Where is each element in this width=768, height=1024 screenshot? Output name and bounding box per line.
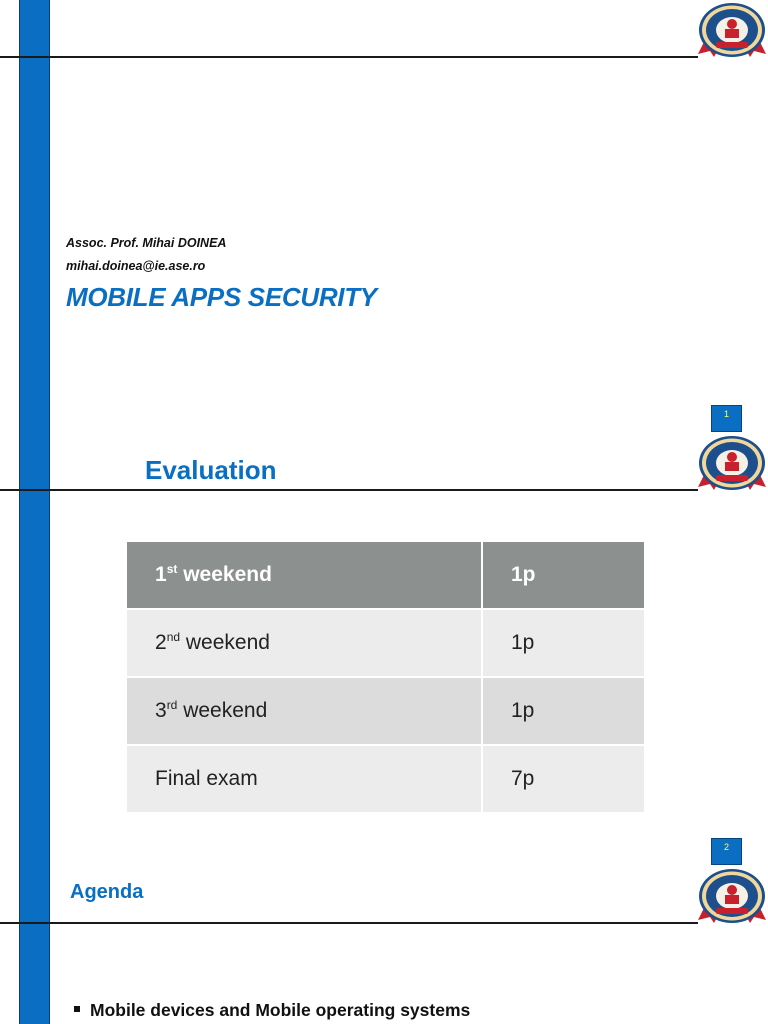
sidebar-bar <box>19 433 50 866</box>
table-cell: 1st weekend <box>126 541 482 609</box>
list-item: Mobile devices and Mobile operating systems <box>74 1000 470 1021</box>
table-row <box>126 677 645 745</box>
security-master-seal-icon <box>698 868 766 926</box>
table-cell: 2nd weekend <box>126 609 482 677</box>
table-cell: 1p <box>482 677 645 745</box>
header-rule <box>0 922 698 924</box>
bullet-square-icon <box>74 1006 80 1012</box>
table-row <box>126 745 645 813</box>
evaluation-title: Evaluation <box>145 455 277 485</box>
agenda-title: Agenda <box>70 881 144 903</box>
sidebar-bar <box>19 0 50 433</box>
table-cell: 7p <box>482 745 645 813</box>
security-master-seal-icon <box>698 435 766 493</box>
author-name: Assoc. Prof. Mihai DOINEA <box>66 236 227 250</box>
header-rule <box>0 56 698 58</box>
table-cell: 1p <box>482 609 645 677</box>
table-row <box>126 609 645 677</box>
page-number: 2 <box>711 838 742 865</box>
evaluation-table <box>125 540 646 814</box>
table-cell: 1p <box>482 541 645 609</box>
table-cell: 3rd weekend <box>126 677 482 745</box>
table-cell: Final exam <box>126 745 482 813</box>
agenda-list <box>74 1000 470 1021</box>
slide-title <box>0 0 768 433</box>
sidebar-bar <box>19 866 50 1024</box>
page-number: 1 <box>711 405 742 432</box>
table-row <box>126 541 645 609</box>
author-email[interactable]: mihai.doinea@ie.ase.ro <box>66 259 206 273</box>
security-master-seal-icon <box>698 2 766 60</box>
slide-title: MOBILE APPS SECURITY <box>66 282 377 312</box>
header-rule <box>0 489 698 491</box>
